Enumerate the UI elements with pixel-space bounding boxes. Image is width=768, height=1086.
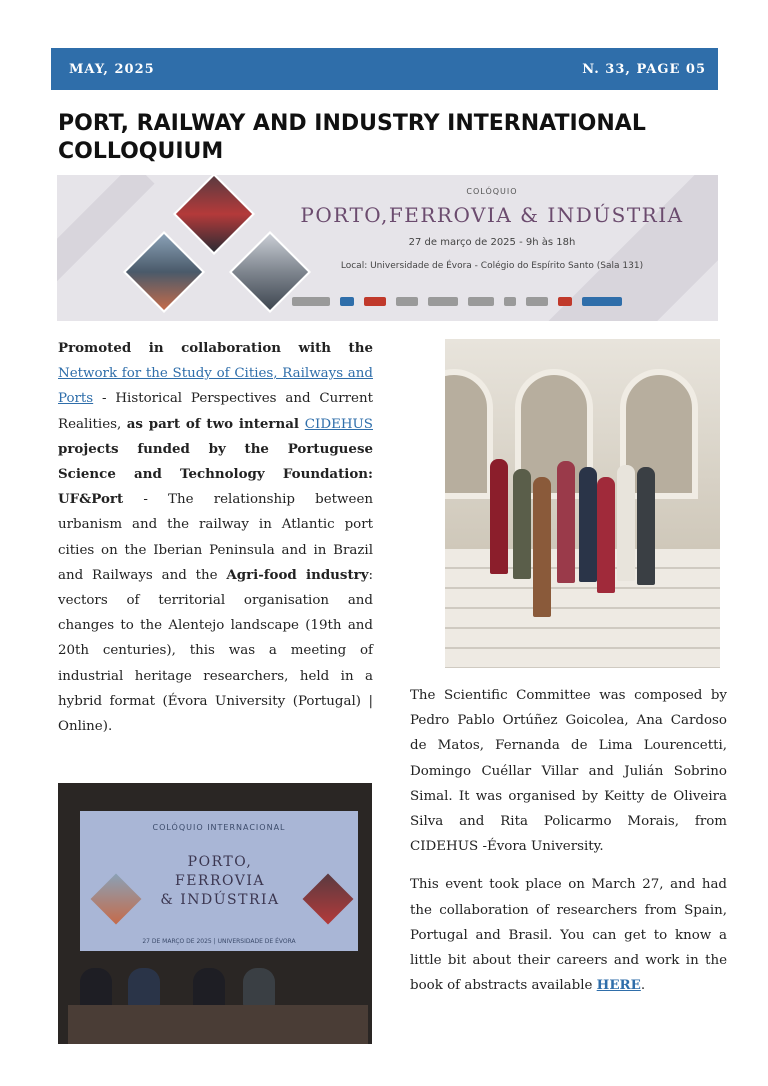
banner-date: 27 de março de 2025 - 9h às 18h <box>408 237 576 248</box>
conference-room-photo <box>58 783 372 1044</box>
intro-text-g: : vectors of territorial organisation and changes to the Alentejo landscape (19th and 20th centuries), this was a meeting of industrial heritage researchers, held in a hybrid format (Évora University (Portugal) | Online). <box>58 567 373 735</box>
group-photo <box>445 339 720 668</box>
panel-table <box>68 1005 368 1044</box>
issue-page-number: N. 33, PAGE 05 <box>582 61 706 77</box>
intro-text-e: - The relationship between urbanism and the railway in Atlantic port cities on the Iberian Peninsula and in Brazil and Railways and the <box>58 492 373 583</box>
article-title: PORT, RAILWAY AND INDUSTRY INTERNATIONAL COLLOQUIUM <box>58 111 646 164</box>
slide-title-line-2: FERROVIA <box>175 873 265 889</box>
sponsor-logos <box>292 293 692 309</box>
projected-slide <box>80 811 358 951</box>
page-header-bar <box>51 48 718 90</box>
network-link[interactable]: Network for the Study of Cities, Railways and Ports <box>58 366 373 407</box>
intro-text-c: as part of two internal <box>126 415 305 432</box>
banner-port-photo <box>123 231 205 313</box>
banner-headline: PORTO,FERROVIA & INDÚSTRIA <box>300 203 684 227</box>
intro-lead-text: Promoted in collaboration with the <box>58 340 373 356</box>
banner-train-photo <box>173 175 255 255</box>
slide-eyebrow: COLÓQUIO INTERNACIONAL <box>152 823 286 832</box>
intro-text-f: Agri-food industry <box>226 566 369 583</box>
event-banner-image <box>57 175 718 321</box>
event-text: This event took place on March 27, and had the collaboration of researchers from Spain, Portugal and Brasil. You can get to know a little bit about their careers and work in the book of abstracts available <box>410 877 727 994</box>
intro-text-b: - Historical Perspectives and Current Realities, <box>58 391 373 432</box>
event-text-end: . <box>640 978 646 994</box>
cidehus-link[interactable]: CIDEHUS <box>304 416 373 432</box>
slide-date: 27 DE MARÇO DE 2025 | UNIVERSIDADE DE ÉVORA <box>142 938 296 945</box>
event-paragraph <box>410 872 727 998</box>
banner-eyebrow: COLÓQUIO <box>466 187 518 196</box>
banner-location: Local: Universidade de Évora - Colégio do Espírito Santo (Sala 131) <box>340 261 644 271</box>
committee-section <box>410 683 727 998</box>
intro-text-d: projects funded by the Portuguese Science and Technology Foundation: UF&Port <box>58 440 373 508</box>
slide-title-line-1: PORTO, <box>187 854 253 870</box>
abstracts-book-link[interactable]: HERE <box>596 977 641 994</box>
slide-title-line-3: & INDÚSTRIA <box>160 892 280 908</box>
intro-paragraph <box>58 336 373 739</box>
slide-title <box>140 853 300 910</box>
committee-paragraph: The Scientific Committee was composed by Pedro Pablo Ortúñez Goicolea, Ana Cardoso de Matos, Fernanda de Lima Lourencetti, Domingo Cuéllar Villar and Julián Sobrino Simal. It was organised by Keitty de Oliveira Silva and Rita Policarmo Morais, from CIDEHUS -Évora University. <box>410 688 727 855</box>
issue-date: MAY, 2025 <box>69 61 155 77</box>
